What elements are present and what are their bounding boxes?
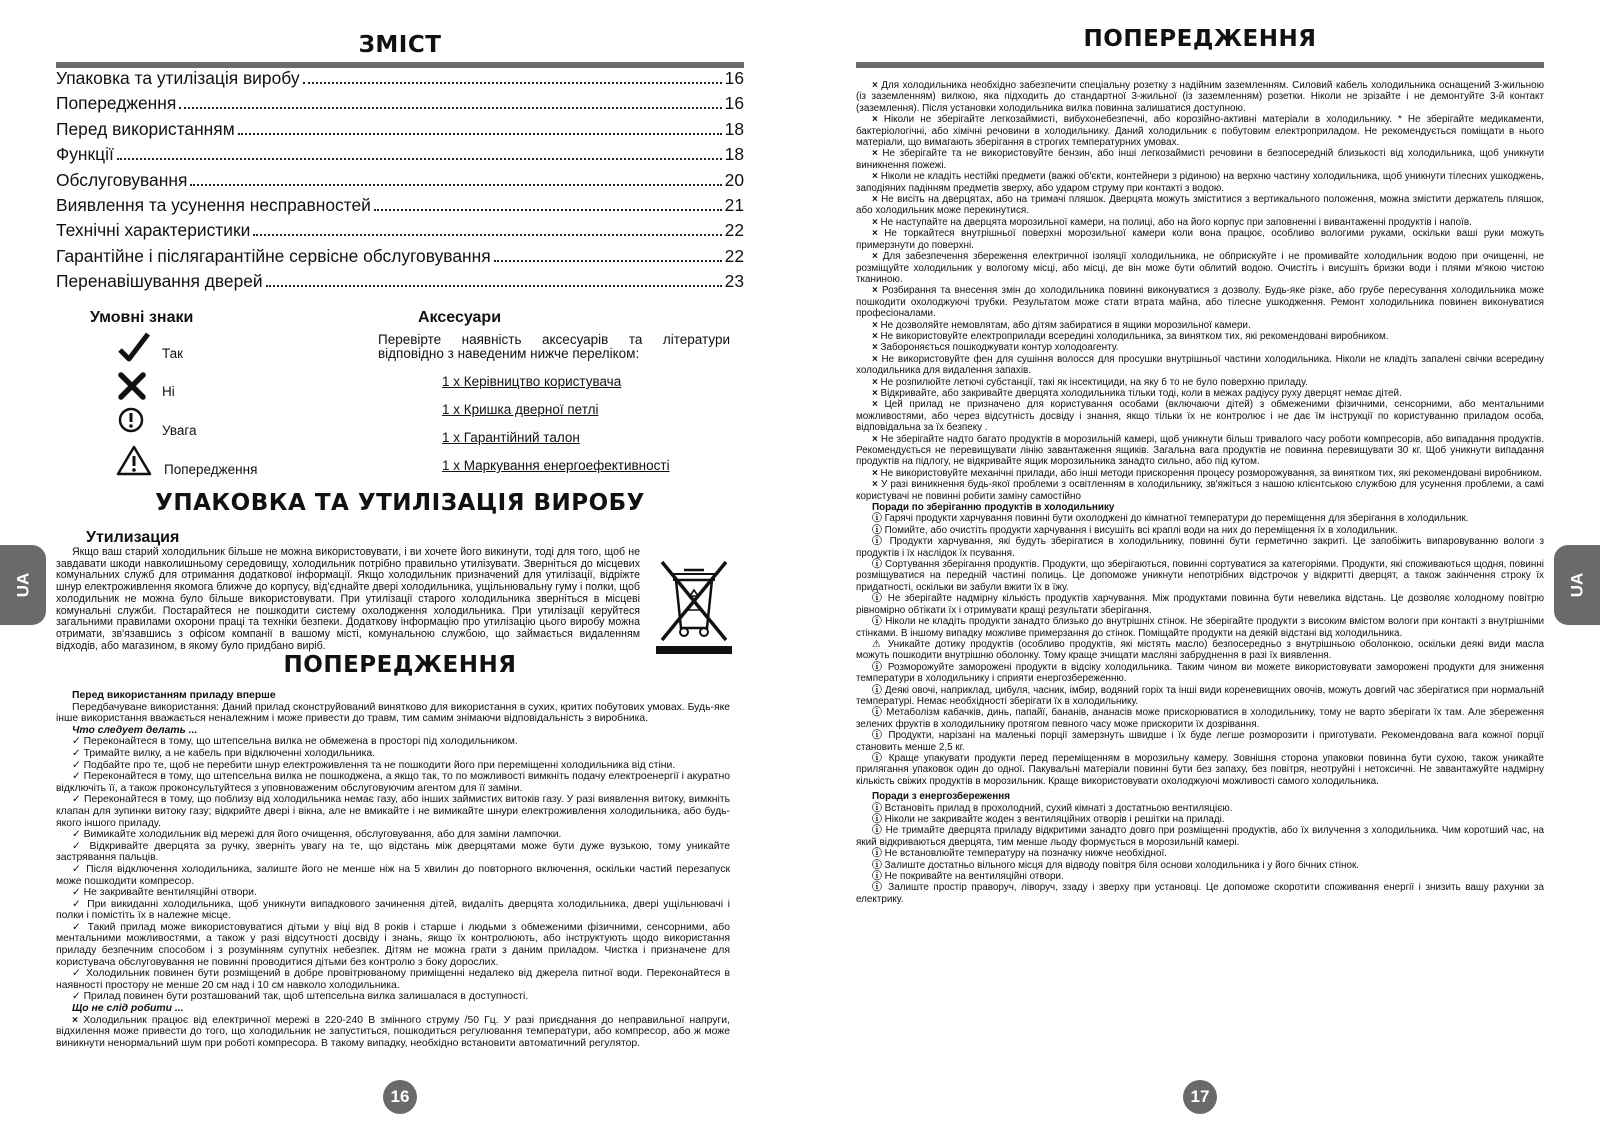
table-of-contents <box>56 68 744 297</box>
symbols-title: Умовні знаки <box>90 309 194 326</box>
symbol-no: Ні <box>116 370 316 408</box>
language-tab-right: UA <box>1554 545 1600 625</box>
symbol-attention: Увага <box>116 406 316 444</box>
toc-item[interactable]: Гарантійне і післягарантійне сервісне обслуговування 22 <box>56 245 744 266</box>
toc-item[interactable]: Обслуговування 20 <box>56 169 744 190</box>
recycle-bin-icon <box>654 558 734 658</box>
exclamation-circle-icon <box>116 406 152 442</box>
cross-icon <box>116 370 152 406</box>
toc-item[interactable]: Упаковка та утилізація виробу 16 <box>56 68 744 88</box>
page-number-right: 17 <box>1183 1080 1217 1114</box>
util-text: Якщо ваш старий холодильник більше не можна використовувати, і ви хочете його викинути, тоді для того, щоб не завдавати шкоди навколишньому середовищу, холодильник потрібно правильно утилізувати. Зверніться до місцевих комунальних служб для отримання додаткової інформації. Якщо холодильник призначений для утилізації, відріжте шнур електроживлення якомога ближче до корпусу, від'єднайте двері холодильника, ущільнювальну гуму і полки, щоб холодильник не можна було більше використовувати. При утилізації старого холодильника зверніться в місцеві комунальні служби. Постарайтеся не пошкодити систему охолодження холодильника. При утилізації керуйтеся загальними правилами охорони праці та техніки безпеки. Додаткову інформацію про утилізацію цього виробу можна отримати, зв'язавшись з офісом компанії в вашому місті, комунальною службою, що займається видаленням відходів, або магазином, в якому було придбано виріб. <box>56 546 640 652</box>
util-title: Утилизация <box>86 529 180 546</box>
right-warnings-title: ПОПЕРЕДЖЕННЯ <box>1083 26 1317 52</box>
toc-item[interactable]: Технічні характеристики 22 <box>56 220 744 241</box>
toc-item[interactable]: Функції 18 <box>56 144 744 165</box>
accessory-item: 1 x Кришка дверної петлі <box>442 402 599 417</box>
accessories-title: Аксесуари <box>418 309 502 326</box>
check-icon <box>116 330 152 366</box>
toc-item[interactable]: Перед використанням 18 <box>56 118 744 139</box>
right-page <box>800 0 1600 1139</box>
symbol-warning: Попередження <box>116 444 316 482</box>
symbol-yes: Так <box>116 330 316 368</box>
toc-title: ЗМІСТ <box>358 32 442 58</box>
packaging-title: УПАКОВКА ТА УТИЛІЗАЦІЯ ВИРОБУ <box>155 490 645 516</box>
warnings-title: ПОПЕРЕДЖЕННЯ <box>283 652 517 678</box>
page-number-left: 16 <box>383 1080 417 1114</box>
accessory-item: 1 x Керівництво користувача <box>442 374 622 389</box>
accessory-item: 1 x Маркування енергоефективності <box>442 458 670 473</box>
warnings-left-text: Перед використанням приладу вперше Передбачуване використання: Даний прилад сконструйований винятково для використання в сухих, критих побутових умовах. Будь-яке інше використання вважається неналежним і може привести до травм, тим самим знімаючи відповідальність з виробника. Что следует делать ... ✓ Переконайтеся в тому, що штепсельна вилка не обмежена в просторі під холодильником. ✓ Тримайте вилку, а не кабель при відключенні холодильника. ✓ Подбайте про те, щоб не перебити шнур електроживлення та не пошкодити його при переміщенні холодильника від стіни. ✓ Переконайтеся в тому, що штепсельна вилка не пошкоджена, а якщо так, то по можливості вимкніть подачу електроенергії і акуратно відключіть її, а також проконсультуйтеся з уповноваженим обслуговуючим агентом для її заміни. ✓ Переконайтеся в тому, що поблизу від холодильника немає газу, або інших займистих витоків газу. У разі виявлення витоку, вимкніть клапан для зупинки витоку газу; відкрийте двері і вікна, але не вмикайте і не вимикайте шнури електроживлення холодильника, або будь-якого іншого приладу. ✓ Вимикайте холодильник від мережі для його очищення, обслуговування, або для заміни лампочки. ✓ Відкривайте дверцята за ручку, зверніть увагу на те, що відстань між дверцятами може бути дуже вузькою, тому уникайте застрявання пальців. ✓ Після відключення холодильника, залиште його не менше ніж на 5 хвилин до повторного включення, оскільки частий перезапуск може пошкодити компресор. ✓ Не закривайте вентиляційні отвори. ✓ При викиданні холодильника, щоб уникнути випадкового зачинення дітей, видаліть дверцята холодильника, двері ущільнювачі і полки і помістіть їх в належне місце. ✓ Такий прилад може використовуватися дітьми у віці від 8 років і старше і людьми з обмеженими фізичними, сенсорними, або ментальними можливостями, а також у разі відсутності досвіду і знань, якщо їх контролюють, або інструктують щодо використання приладу безпечним способом і з розумінням супутніх небезпек. Дітям не можна грати з даним приладом. Чистка і призначене для користувача обслуговування не повинні проводитися дітьми без контролю з боку дорослих. ✓ Холодильник повинен бути розміщений в добре провітрюваному приміщенні недалеко від джерела питної води. Переконайтеся в наявності простору не менше 20 см над і 10 см навколо холодильника. ✓ Прилад повинен бути розташований так, щоб штепсельна вилка залишалася в доступності. Що не слід робити ... × Холодильник працює від електричної мережі в 220-240 В змінного струму /50 Гц. У разі приєднання до неправильної напруги, відхилення може привести до того, що холодильник не запуститься, пошкодиться регулювання температури, або компресор, або ж може виникнути ненормальний шум при роботі компресора. В такому випадку, необхідно встановити автоматичний регулятор. <box>56 690 731 1049</box>
warning-triangle-icon <box>116 444 152 480</box>
warnings-right-text: × Для холодильника необхідно забезпечити спеціальну розетку з надійним заземленням. Силовий кабель холодильника оснащений 3-жильною (із заземленням) вилкою, яка підходить до стандартної 3-жильної (із заземленням) розетки. Ніколи не зрізайте і не демонтуйте 3-й контакт (заземлення). Після установки холодильника вилка повинна залишатися доступною. × Ніколи не зберігайте легкозаймисті, вибухонебезпечні, або корозійно-активні матеріали в холодильнику. * Не зберігайте медикаменти, бактеріологічні, або хімічні речовини в холодильнику. Даний холодильник є побутовим електроприладом. Не рекомендується поміщати в нього матеріали, що вимагають зберігання в строгих температурних умовах. × Не зберігайте та не використовуйте бензин, або інші легкозаймисті речовини в безпосередній близькості від холодильника, щоб уникнути виникнення пожежі. × Ніколи не кладіть нестійкі предмети (важкі об'єкти, контейнери з рідиною) на верхню частину холодильника, щоб уникнути тілесних ушкоджень, заподіяних падінням предметів зверху, або ударом струму при контакті з водою. × Не висіть на дверцятах, або на тримачі пляшок. Дверцята можуть зміститися з вертикального положення, можна змістити держатель пляшок, або холодильник може перекинутися. × Не наступайте на дверцята морозильної камери, на полиці, або на його корпус при заповненні і вивантаженні продуктів і напоїв. × Не торкайтеся внутрішньої поверхні морозильної камери коли вона працює, особливо вологими руками, оскільки ваші руки можуть примерзнути до поверхні. × Для забезпечення збереження електричної ізоляції холодильника, не обприскуйте і не промивайте холодильник водою при очищенні, не розміщуйте холодильник у вологому місці, або місці, де він може бути облитий водою. Очистіть і висушіть бризки води і плями м'якою чистою тканиною. × Розбирання та внесення змін до холодильника повинні виконуватися з дозволу. Будь-яке різке, або грубе пересування холодильника може пошкодити охолоджуючі трубки. Результатом може стати втрата майна, або тілесне ушкодження. Ремонт холодильника повинен виконуватися професіоналами. × Не дозволяйте немовлятам, або дітям забиратися в ящики морозильної камери. × Не використовуйте електроприлади всередині холодильника, за винятком тих, які рекомендовані виробником. × Забороняється пошкоджувати контур холодоагенту. × Не використовуйте фен для сушіння волосся для просушки внутрішньої частини холодильника. Ніколи не кладіть запалені свічки всередину холодильника для видалення запахів. × Не розпилюйте летючі субстанції, такі як інсектициди, на яку б то не було поверхню приладу. × Відкривайте, або закривайте дверцята холодильника тільки тоді, коли в межах радіусу руху дверцят немає дітей. × Цей прилад не призначено для користування особами (включаючи дітей) з обмеженими фізичними, сенсорними, або ментальними можливостями, або через відсутність досвіду і знання, якщо тільки їх не контролює і не дає їм інструкції по користуванню приладом особа, відповідальна за їх безпеку . × Не зберігайте надто багато продуктів в морозильній камері, щоб уникнути більш тривалого часу роботи компресорів, або випадання продуктів. Рекомендується не перевищувати лінію завантаження ящиків. Загальна вага продуктів не повинна перевищувати 30 кг. Щоб уникнути випадання продуктів на підлогу, не відкривайте ящик морозильника занадто сильно, або під кутом. × Не використовуйте механічні прилади, або інші методи прискорення процесу розморожування, за винятком тих, які рекомендовані виробником. × У разі виникнення будь-якої проблеми з освітленням в холодильнику, зв'яжіться з нашою клієнтською службою для усунення проблеми, а самі користувачі не повинні робити заміну самостійно Поради по зберіганню продуктів в холодильнику ⓘ Гарячі продукти харчування повинні бути охолоджені до кімнатної температури до переміщення для зберігання в холодильник. ⓘ Помийте, або очистіть продукти харчування і висушіть всі краплі води на них до переміщення їх в холодильник. ⓘ Продукти харчування, які будуть зберігатися в холодильнику, повинні бути герметично закриті. Це запобіжить випаровуванню вологи з продуктів і їх наслідок їх псування. ⓘ Сортування зберігання продуктів. Продукти, що зберігаються, повинні сортуватися за категоріями. Продукти, які споживаються щодня, повинні розміщуватися на передній частині полиць. Це допоможе уникнути непотрібних відстрочок у відкритті дверцят, а також закінчення строку їх придатності, оскільки ви забули вжити їх в їжу. ⓘ Не зберігайте надмірну кількість продуктів харчування. Між продуктами повинна бути невелика відстань. Це дозволяє холодному повітрю рівномірно обтікати їх і отримувати кращі результати зберігання. ⓘ Ніколи не кладіть продукти занадто близько до внутрішніх стінок. Не зберігайте продукти з високим вмістом вологи при контакті з внутрішніми стінками. В іншому випадку можливе примерзання до стінок. Поміщайте продукти на деякій відстані від холодильника. ⚠ Уникайте дотику продуктів (особливо продуктів, які містять масло) безпосередньо з внутрішньою оболонкою, оскільки деякі види масла можуть пошкодити внутрішню оболонку. Тому краще зчищати масляні забруднення в разі їх виявлення. ⓘ Розморожуйте заморожені продукти в відсіку холодильника. Таким чином ви можете використовувати заморожені продукти для зниження температури в холодильнику і сприяти енергозбереженню. ⓘ Деякі овочі, наприклад, цибуля, часник, імбир, водяний горіх та інші види кореневищних овочів, можуть довгий час зберігатися при нормальній температурі. Немає необхідності зберігати їх в холодильнику. ⓘ Метаболізм кабачків, динь, папайї, бананів, ананасів може прискорюватися в холодильнику, тому не варто зберігати їх там. Але збереження зелених фруктів в холодильнику протягом певного часу може прискорити їх дозрівання. ⓘ Продукти, нарізані на маленькі порції замерзнуть швидше і їх буде легше розморозити і приготувати. Рекомендована вага кожної порції становить менше 2,5 кг. ⓘ Краще упакувати продукти перед переміщенням в морозильну камеру. Зовнішня сторона упаковки повинна бути сухою, також уникайте прилягання упаковок один до одної. Пакувальні матеріали повинні бути без запаху, без повітря, неотруйні і нетоксичні. Не завантажуйте надмірну кількість свіжих продуктів в морозильник. Краще використовувати охолоджуючі можливості самого холодильника. Поради з енергозбереження ⓘ Встановіть прилад в прохолодний, сухий кімнаті з достатньою вентиляцією. ⓘ Ніколи не закривайте жоден з вентиляційних отворів і решітки на приладі. ⓘ Не тримайте дверцята приладу відкритими занадто довго при розміщенні продуктів, або їх вилучення з холодильника. Чим коротший час, на який відкриваються дверцята, тим менше льоду формується в морозильній камері. ⓘ Не встановлюйте температуру на позначку нижче необхідної. ⓘ Залиште достатньо вільного місця для відводу повітря біля основи холодильника і у його бічних стінок. ⓘ Не покривайте на вентиляційні отвори. ⓘ Залиште простір праворуч, ліворуч, ззаду і зверху при установці. Це допоможе скоротити споживання енергії і знизить вашу рахунки за електрику. <box>856 80 1545 905</box>
toc-item[interactable]: Перенавішування дверей 23 <box>56 271 744 292</box>
language-tab-left: UA <box>0 545 46 625</box>
toc-item[interactable]: Попередження 16 <box>56 93 744 114</box>
accessories-intro: Перевірте наявність аксесуарів та літератури відповідно з наведеним нижче переліком: <box>378 332 730 361</box>
right-rule <box>856 62 1544 68</box>
accessory-item: 1 x Гарантійний талон <box>442 430 580 445</box>
toc-item[interactable]: Виявлення та усунення несправностей 21 <box>56 194 744 215</box>
